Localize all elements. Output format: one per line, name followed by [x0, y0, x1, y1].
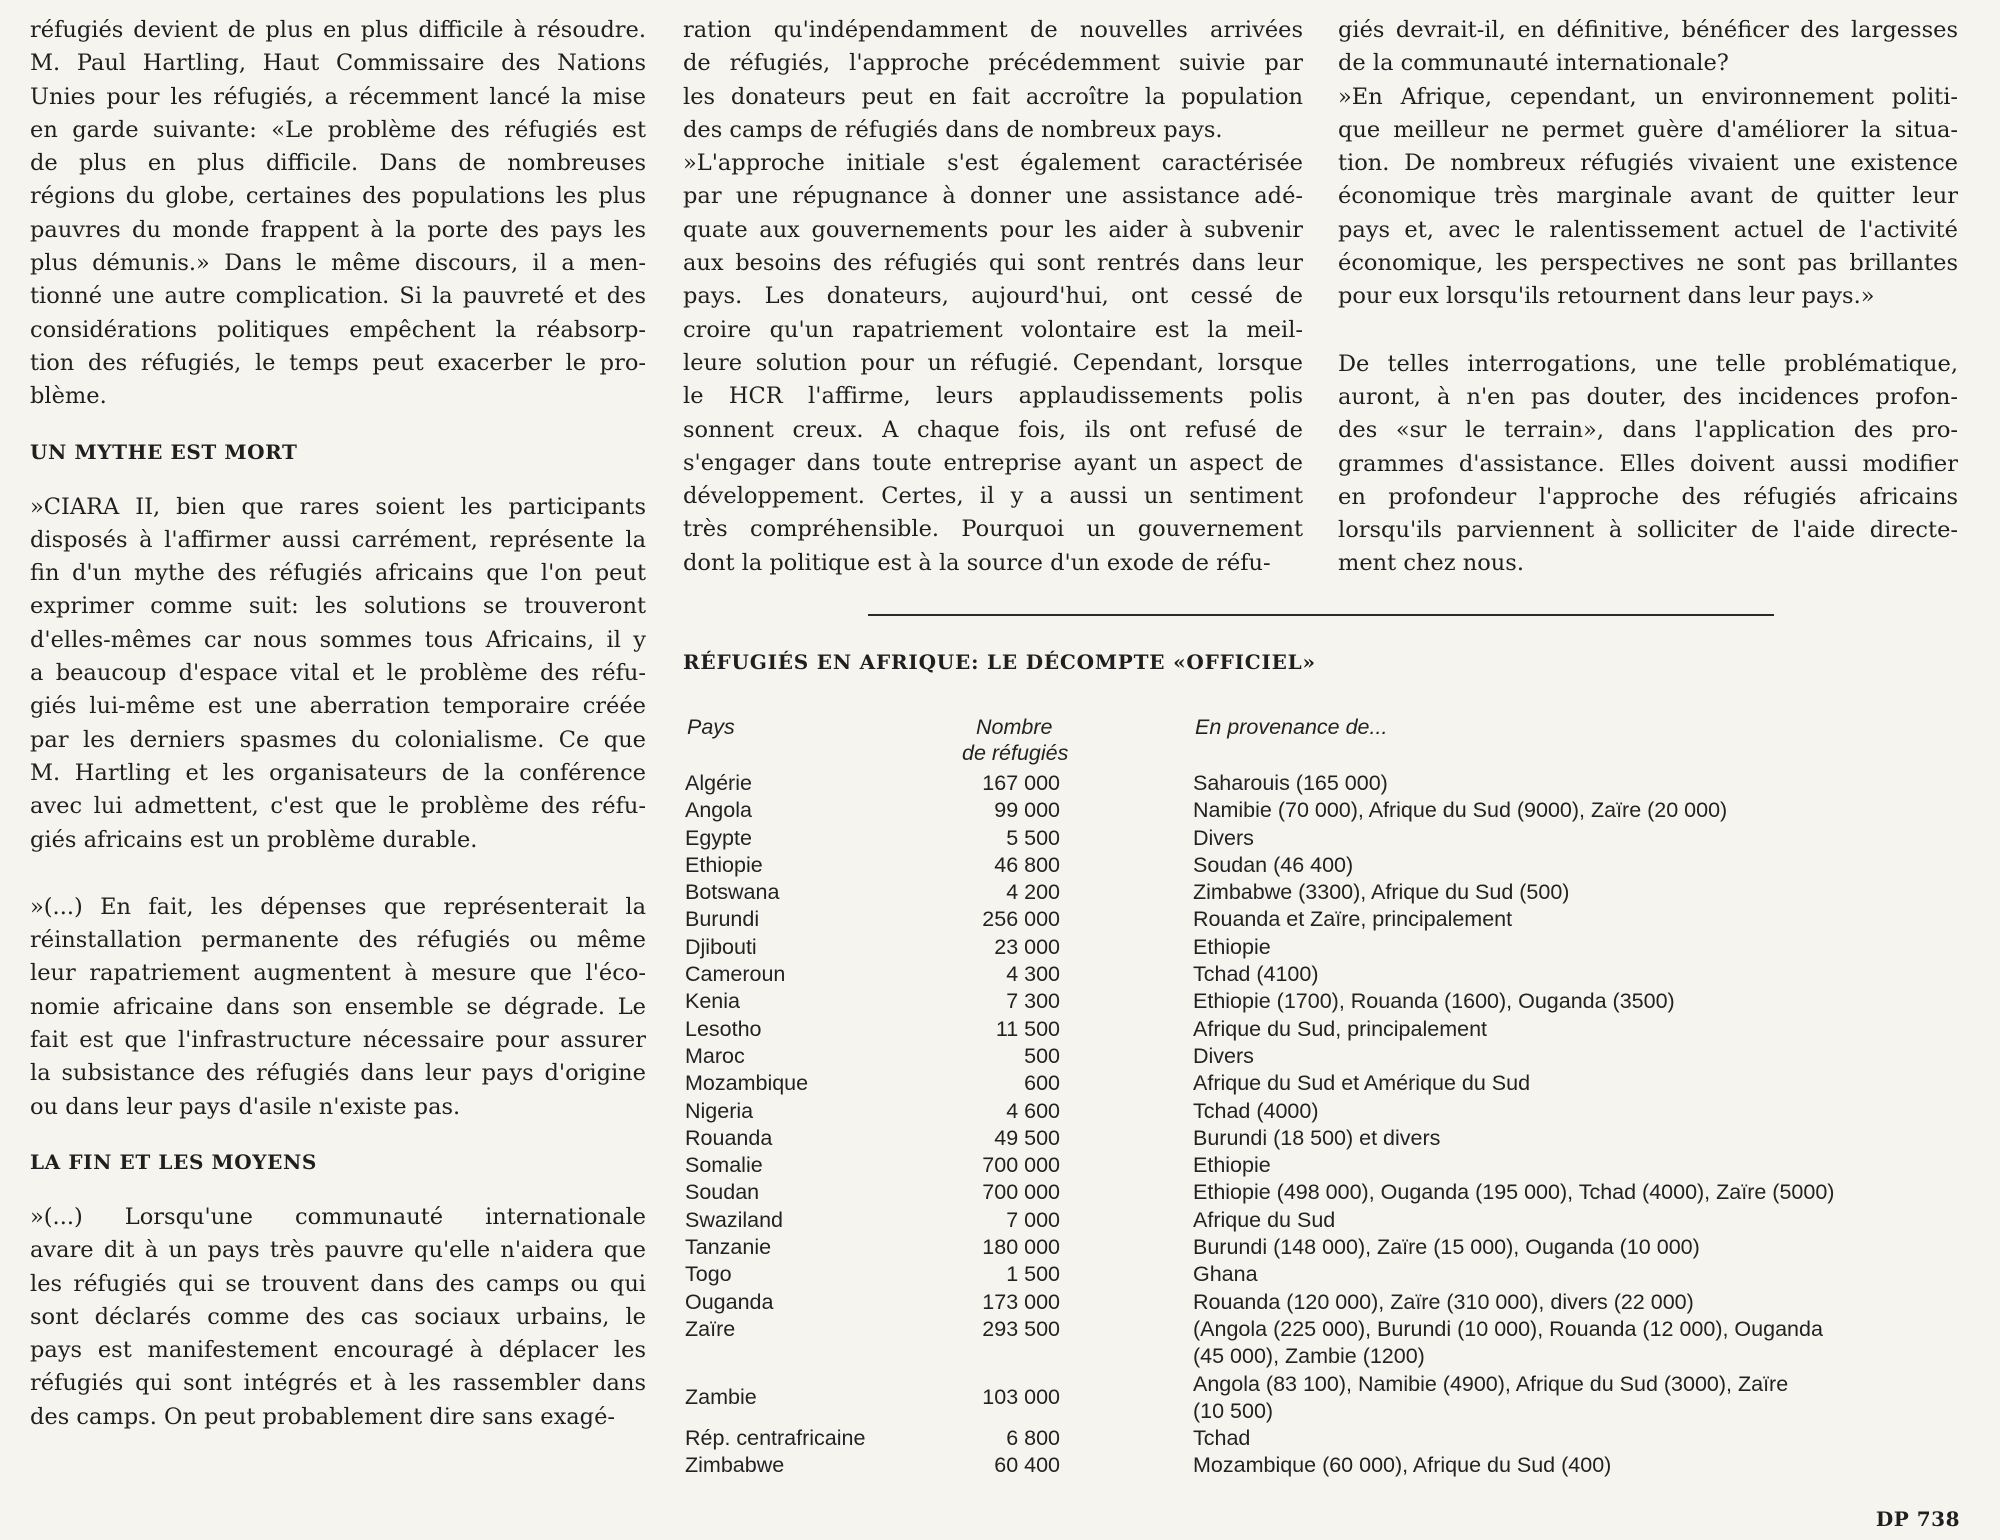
cell-nombre: 700 000 — [982, 1153, 1060, 1178]
text-line: dont la politique est à la source d'un exode de réfu- — [683, 549, 1271, 576]
cell-provenance — [1193, 988, 1973, 1015]
text-line: tionné une autre complication. Si la pauvreté et des — [30, 283, 646, 310]
cell-nombre: 4 300 — [1006, 962, 1060, 987]
text-line: les donateurs peut en fait accroître la population — [683, 83, 1303, 110]
cell-provenance — [1193, 797, 1973, 824]
cell-pays: Algérie — [685, 771, 752, 795]
text-line: s'engager dans toute entreprise ayant un aspect de — [683, 449, 1303, 476]
cell-provenance — [1193, 1425, 1973, 1452]
provenance-line: Tchad (4100) — [1193, 962, 1319, 987]
text-line: »(...) Lorsqu'une communauté internationale — [30, 1203, 646, 1230]
cell-provenance — [1193, 1261, 1973, 1288]
text-line: tion. De nombreux réfugiés vivaient une existence — [1338, 150, 1958, 177]
paragraph — [683, 14, 1303, 147]
cell-pays: Kenia — [685, 989, 740, 1014]
text-line: considérations politiques empêchent la réabsorp- — [30, 316, 646, 343]
text-line: »(...) En fait, les dépenses que représenterait la — [30, 893, 646, 920]
text-line: les réfugiés qui se trouvent dans des camps ou qui — [30, 1270, 646, 1297]
table-row — [683, 1371, 1973, 1426]
text-line: de plus en plus difficile. Dans de nombreuses — [30, 150, 646, 177]
cell-nombre: 103 000 — [982, 1385, 1060, 1410]
cell-nombre: 180 000 — [982, 1235, 1060, 1260]
cell-provenance — [1193, 770, 1973, 797]
cell-nombre: 49 500 — [994, 1125, 1060, 1150]
cell-nombre: 1 500 — [1006, 1262, 1060, 1287]
table-row — [683, 988, 1973, 1015]
refugee-table — [683, 714, 1973, 1480]
cell-pays: Togo — [685, 1262, 732, 1287]
cell-pays: Tanzanie — [685, 1235, 772, 1260]
cell-nombre: 600 — [1024, 1071, 1060, 1096]
text-line: a beaucoup d'espace vital et le problème des réfu- — [30, 660, 646, 687]
table-row — [683, 1289, 1973, 1316]
table-header-row — [683, 714, 1973, 770]
cell-provenance — [1193, 1070, 1973, 1097]
text-line: d'elles-mêmes car nous sommes tous Africains, il y — [30, 626, 646, 653]
text-column-3 — [1338, 14, 1958, 581]
text-line: »En Afrique, cependant, un environnement politi- — [1338, 83, 1958, 110]
text-column-2 — [683, 14, 1303, 580]
provenance-line: Divers — [1193, 825, 1254, 850]
text-line: »L'approche initiale s'est également caractérisée — [683, 150, 1303, 177]
cell-pays: Botswana — [685, 880, 780, 905]
cell-provenance — [1193, 1234, 1973, 1261]
cell-pays: Burundi — [685, 907, 760, 932]
provenance-line: Rouanda et Zaïre, principalement — [1193, 907, 1513, 932]
text-line: lorsqu'ils parviennent à solliciter de l'aide directe- — [1338, 517, 1958, 544]
table-row — [683, 1316, 1973, 1371]
text-line: très compréhensible. Pourquoi un gouvernement — [683, 516, 1303, 543]
table-row — [683, 879, 1973, 906]
cell-provenance — [1193, 1179, 1973, 1206]
text-line: blème. — [30, 383, 107, 410]
table-row — [683, 1207, 1973, 1234]
text-line: par les derniers spasmes du colonialisme. Ce que — [30, 726, 646, 753]
cell-pays: Soudan — [685, 1180, 760, 1205]
cell-pays: Zaïre — [685, 1316, 736, 1341]
text-line: pauvres du monde frappent à la porte des pays les — [30, 216, 646, 243]
text-line: disposés à l'affirmer aussi carrément, représente la — [30, 526, 646, 553]
text-line: tion des réfugiés, le temps peut exacerber le pro- — [30, 349, 646, 376]
cell-nombre: 7 000 — [1006, 1207, 1060, 1232]
paragraph — [1338, 14, 1958, 81]
cell-nombre: 256 000 — [982, 907, 1060, 932]
provenance-line: Ethiopie — [1193, 1153, 1271, 1178]
paragraph — [30, 891, 646, 1124]
provenance-line: Ethiopie (498 000), Ouganda (195 000), Tchad (4000), Zaïre (5000) — [1193, 1180, 1835, 1205]
text-line: quate aux gouvernements pour les aider à subvenir — [683, 216, 1303, 243]
text-line: fait est que l'infrastructure nécessaire pour assurer — [30, 1027, 646, 1054]
cell-nombre: 173 000 — [982, 1289, 1060, 1314]
provenance-line: Tchad (4000) — [1193, 1098, 1319, 1123]
paragraph — [683, 147, 1303, 580]
cell-nombre: 167 000 — [982, 771, 1060, 795]
text-line: aux besoins des réfugiés qui sont rentrés dans leur — [683, 250, 1303, 277]
text-line: De telles interrogations, une telle problématique, — [1338, 350, 1958, 377]
cell-provenance — [1193, 906, 1973, 933]
table-row — [683, 906, 1973, 933]
provenance-line: Mozambique (60 000), Afrique du Sud (400) — [1193, 1453, 1612, 1478]
horizontal-rule — [868, 614, 1774, 616]
table-row — [683, 1152, 1973, 1179]
provenance-line: Ethiopie (1700), Rouanda (1600), Ouganda (3500) — [1193, 989, 1675, 1014]
text-line: nomie africaine dans son ensemble se dégrade. Le — [30, 993, 646, 1020]
text-line: en profondeur l'approche des réfugiés africains — [1338, 483, 1958, 510]
text-line: réinstallation permanente des réfugiés ou même — [30, 927, 646, 954]
text-column-1 — [30, 14, 646, 1434]
provenance-line: (45 000), Zambie (1200) — [1193, 1344, 1425, 1369]
text-line: pour eux lorsqu'ils retournent dans leur pays.» — [1338, 283, 1875, 310]
table-row — [683, 1098, 1973, 1125]
text-line: giés devrait-il, en définitive, bénéficer des largesses — [1338, 17, 1958, 43]
provenance-line: Soudan (46 400) — [1193, 852, 1354, 877]
text-line: auront, à n'en pas douter, des incidences profon- — [1338, 383, 1958, 410]
provenance-line: Burundi (148 000), Zaïre (15 000), Ouganda (10 000) — [1193, 1235, 1700, 1260]
text-line: ou dans leur pays d'asile n'existe pas. — [30, 1093, 461, 1120]
cell-pays: Cameroun — [685, 962, 786, 987]
cell-pays: Rouanda — [685, 1125, 773, 1150]
cell-pays: Egypte — [685, 825, 752, 850]
paragraph — [30, 491, 646, 857]
cell-provenance — [1193, 1043, 1973, 1070]
cell-provenance — [1193, 1452, 1973, 1479]
cell-provenance — [1193, 1207, 1973, 1234]
provenance-line: (10 500) — [1193, 1398, 1274, 1423]
table-row — [683, 934, 1973, 961]
header-nombre-line2: de réfugiés — [962, 741, 1069, 765]
cell-pays: Djibouti — [685, 934, 757, 959]
table-row — [683, 1016, 1973, 1043]
cell-nombre: 7 300 — [1006, 989, 1060, 1014]
table-row — [683, 1179, 1973, 1206]
text-line: M. Paul Hartling, Haut Commissaire des Nations — [30, 50, 646, 77]
text-line: leur rapatriement augmentent à mesure que l'éco- — [30, 960, 646, 987]
text-line: avec lui admettent, c'est que le problème des réfu- — [30, 793, 646, 820]
text-line: fin d'un mythe des réfugiés africains que l'on peut — [30, 560, 646, 587]
cell-nombre: 99 000 — [994, 798, 1060, 823]
text-line: giés africains est un problème durable. — [30, 826, 478, 853]
table-row — [683, 825, 1973, 852]
provenance-line: Divers — [1193, 1043, 1254, 1068]
cell-provenance — [1193, 961, 1973, 988]
table-row — [683, 1070, 1973, 1097]
cell-provenance — [1193, 852, 1973, 879]
cell-pays: Swaziland — [685, 1207, 783, 1232]
header-nombre — [962, 714, 1069, 766]
page-number: DP 738 — [1875, 1507, 1960, 1531]
cell-nombre: 4 600 — [1006, 1098, 1060, 1123]
provenance-line: Afrique du Sud et Amérique du Sud — [1193, 1071, 1531, 1096]
text-line: le HCR l'affirme, leurs applaudissements polis — [683, 383, 1303, 410]
table-row — [683, 1043, 1973, 1070]
provenance-line: Tchad — [1193, 1426, 1251, 1451]
text-line: avare dit à un pays très pauvre qu'elle n'aidera que — [30, 1237, 646, 1264]
cell-pays: Maroc — [685, 1043, 745, 1068]
cell-provenance — [1193, 1125, 1973, 1152]
cell-nombre: 11 500 — [995, 1016, 1060, 1041]
provenance-line: Zimbabwe (3300), Afrique du Sud (500) — [1193, 880, 1570, 905]
text-line: pays. Les donateurs, aujourd'hui, ont cessé de — [683, 283, 1303, 310]
cell-nombre: 46 800 — [994, 852, 1060, 877]
text-line: plus démunis.» Dans le même discours, il a men- — [30, 250, 646, 277]
cell-provenance — [1193, 1016, 1973, 1043]
table-row — [683, 852, 1973, 879]
cell-pays: Zimbabwe — [685, 1453, 785, 1478]
provenance-line: Angola (83 100), Namibie (4900), Afrique du Sud (3000), Zaïre — [1193, 1371, 1789, 1396]
cell-pays: Mozambique — [685, 1071, 809, 1096]
table-row — [683, 1425, 1973, 1452]
cell-pays: Angola — [685, 798, 752, 823]
cell-provenance — [1193, 1289, 1973, 1316]
text-line: la subsistance des réfugiés dans leur pays d'origine — [30, 1060, 646, 1087]
cell-nombre: 500 — [1024, 1043, 1060, 1068]
text-line: développement. Certes, il y a aussi un sentiment — [683, 483, 1303, 510]
cell-provenance — [1193, 825, 1973, 852]
paragraph — [30, 1201, 646, 1434]
text-line: des «sur le terrain», dans l'application des pro- — [1338, 417, 1958, 444]
paragraph — [1338, 348, 1958, 581]
table-body — [683, 770, 1973, 1480]
provenance-line: Saharouis (165 000) — [1193, 771, 1388, 795]
cell-provenance — [1193, 1098, 1973, 1125]
table-row — [683, 961, 1973, 988]
table-row — [683, 1452, 1973, 1479]
cell-pays: Somalie — [685, 1153, 763, 1178]
text-line: M. Hartling et les organisateurs de la conférence — [30, 759, 646, 786]
cell-nombre: 5 500 — [1006, 825, 1060, 850]
section-heading-un-mythe-est-mort: UN MYTHE EST MORT — [30, 439, 298, 464]
table-row — [683, 1261, 1973, 1288]
text-line: par une répugnance à donner une assistance adé- — [683, 183, 1303, 210]
text-line: sonnent creux. A chaque fois, ils ont refusé de — [683, 416, 1303, 443]
table-title: RÉFUGIÉS EN AFRIQUE: LE DÉCOMPTE «OFFICIEL» — [683, 650, 1316, 674]
text-line: régions du globe, certaines des populations les plus — [30, 183, 646, 210]
table-row — [683, 1125, 1973, 1152]
table-row — [683, 797, 1973, 824]
cell-nombre: 700 000 — [982, 1180, 1060, 1205]
header-nombre-line1: Nombre — [976, 715, 1053, 739]
cell-pays: Lesotho — [685, 1016, 762, 1041]
text-line: grammes d'assistance. Elles doivent aussi modifier — [1338, 450, 1958, 477]
cell-provenance — [1193, 1152, 1973, 1179]
table-row — [683, 770, 1973, 797]
cell-pays: Nigeria — [685, 1098, 754, 1123]
text-line: de la communauté internationale? — [1338, 50, 1729, 77]
cell-provenance — [1193, 1316, 1973, 1371]
text-line: réfugiés devient de plus en plus difficile à résoudre. — [30, 17, 646, 43]
text-line: pays et, avec le ralentissement actuel de l'activité — [1338, 216, 1958, 243]
provenance-line: Afrique du Sud, principalement — [1193, 1016, 1488, 1041]
text-line: que meilleur ne permet guère d'améliorer la situa- — [1338, 116, 1958, 143]
provenance-line: (Angola (225 000), Burundi (10 000), Rouanda (12 000), Ouganda — [1193, 1316, 1823, 1341]
text-line: »CIARA II, bien que rares soient les participants — [30, 493, 646, 520]
header-pays: Pays — [687, 715, 735, 739]
text-line: en garde suivante: «Le problème des réfugiés est — [30, 116, 646, 143]
text-line: pays est manifestement encouragé à déplacer les — [30, 1337, 646, 1364]
cell-provenance — [1193, 879, 1973, 906]
text-line: sont déclarés comme des cas sociaux urbains, le — [30, 1303, 646, 1330]
provenance-line: Afrique du Sud — [1193, 1207, 1336, 1232]
provenance-line: Ethiopie — [1193, 934, 1271, 959]
text-line: leure solution pour un réfugié. Cependant, lorsque — [683, 349, 1303, 376]
cell-provenance — [1193, 1371, 1973, 1426]
header-provenance: En provenance de... — [1195, 715, 1388, 739]
provenance-line: Namibie (70 000), Afrique du Sud (9000), Zaïre (20 000) — [1193, 798, 1728, 823]
paragraph — [1338, 81, 1958, 314]
text-line: des camps. On peut probablement dire sans exagé- — [30, 1403, 615, 1430]
provenance-line: Rouanda (120 000), Zaïre (310 000), divers (22 000) — [1193, 1289, 1694, 1314]
cell-provenance — [1193, 934, 1973, 961]
text-line: des camps de réfugiés dans de nombreux pays. — [683, 116, 1223, 143]
cell-nombre: 60 400 — [994, 1453, 1060, 1478]
text-line: économique très marginale avant de quitter leur — [1338, 183, 1958, 210]
text-line: croire qu'un rapatriement volontaire est la meil- — [683, 316, 1303, 343]
paragraph — [30, 14, 646, 414]
text-line: giés lui-même est une aberration temporaire créée — [30, 693, 646, 720]
text-line: Unies pour les réfugiés, a récemment lancé la mise — [30, 83, 646, 110]
cell-nombre: 23 000 — [994, 934, 1060, 959]
text-line: de réfugiés, l'approche précédemment suivie par — [683, 50, 1303, 77]
text-line: ment chez nous. — [1338, 550, 1524, 577]
cell-pays: Ouganda — [685, 1289, 774, 1314]
section-heading-la-fin-et-les-moyens: LA FIN ET LES MOYENS — [30, 1149, 317, 1174]
cell-pays: Ethiopie — [685, 852, 763, 877]
text-line: exprimer comme suit: les solutions se trouveront — [30, 593, 646, 620]
text-line: économique, les perspectives ne sont pas brillantes — [1338, 250, 1958, 277]
provenance-line: Burundi (18 500) et divers — [1193, 1125, 1441, 1150]
cell-pays: Zambie — [685, 1385, 757, 1410]
text-line: réfugiés qui sont intégrés et à les rassembler dans — [30, 1370, 646, 1397]
table-row — [683, 1234, 1973, 1261]
text-line: ration qu'indépendamment de nouvelles arrivées — [683, 17, 1303, 43]
provenance-line: Ghana — [1193, 1262, 1258, 1287]
cell-nombre: 6 800 — [1006, 1426, 1060, 1451]
cell-pays: Rép. centrafricaine — [685, 1426, 866, 1451]
cell-nombre: 293 500 — [982, 1316, 1060, 1341]
cell-nombre: 4 200 — [1006, 880, 1060, 905]
